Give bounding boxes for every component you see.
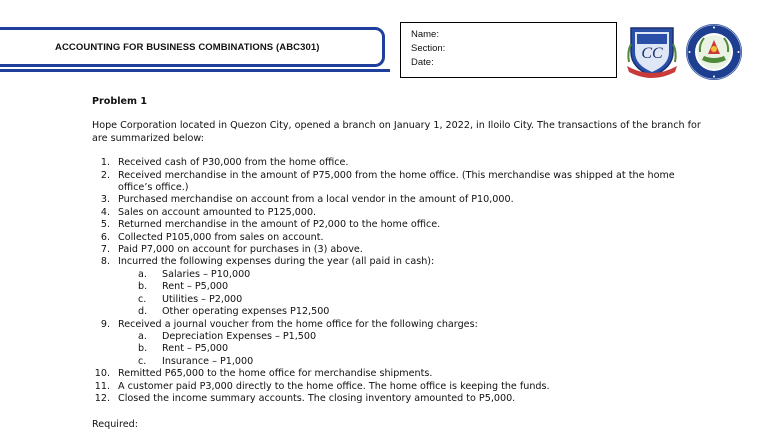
college-crest-icon: [623, 22, 681, 80]
sub-list-item: c. Insurance – P1,000: [138, 355, 254, 367]
list-item: 1. Received cash of P30,000 from the home office.: [100, 157, 349, 169]
list-item: 12. Closed the income summary accounts. The closing inventory amounted to P5,000.: [94, 392, 516, 404]
list-item: 4. Sales on account amounted to P125,000.: [100, 206, 317, 218]
sub-list-item: a. Salaries – P10,000: [138, 268, 251, 280]
list-item: 10. Remitted P65,000 to the home office for merchandise shipments.: [94, 368, 433, 380]
list-item: 3. Purchased merchandise on account from a local vendor in the amount of P10,000.: [100, 194, 514, 206]
name-label: Name:: [411, 29, 439, 40]
list-item: 5. Returned merchandise in the amount of P2,000 to the home office.: [100, 219, 441, 231]
sub-list-item: b. Rent – P5,000: [138, 281, 229, 293]
problem-intro: Hope Corporation located in Quezon City, opened a branch on January 1, 2022, in Iloilo City. The transactions of the branch for are summarized below:: [92, 120, 701, 144]
sub-list-item: d. Other operating expenses P12,500: [138, 306, 330, 318]
sub-list-item: a. Depreciation Expenses – P1,500: [138, 330, 317, 342]
sub-list-item: b. Rent – P5,000: [138, 343, 229, 355]
round-seal-icon: [684, 22, 744, 82]
list-item: 7. Paid P7,000 on account for purchases in (3) above.: [100, 244, 363, 256]
required-label: Required:: [92, 419, 138, 431]
list-item: 2. Received merchandise in the amount of P75,000 from the home office. (This merchandise was shipped at the home office’s office.): [100, 169, 675, 194]
section-label: Section:: [411, 43, 446, 54]
svg-text:CC: CC: [641, 45, 663, 62]
list-item: 8. Incurred the following expenses during the year (all paid in cash):: [100, 256, 435, 268]
list-item: 11. A customer paid P3,000 directly to the home office. The home office is keeping the funds.: [94, 380, 550, 392]
list-item: 9. Received a journal voucher from the home office for the following charges:: [100, 318, 478, 330]
problem-title: Problem 1: [92, 96, 148, 107]
problem-content: [92, 96, 712, 432]
course-title: ACCOUNTING FOR BUSINESS COMBINATIONS (ABC301): [55, 42, 320, 53]
sub-list-item: c. Utilities – P2,000: [138, 293, 243, 305]
date-label: Date:: [411, 57, 434, 68]
list-item: 6. Collected P105,000 from sales on account.: [100, 231, 324, 243]
